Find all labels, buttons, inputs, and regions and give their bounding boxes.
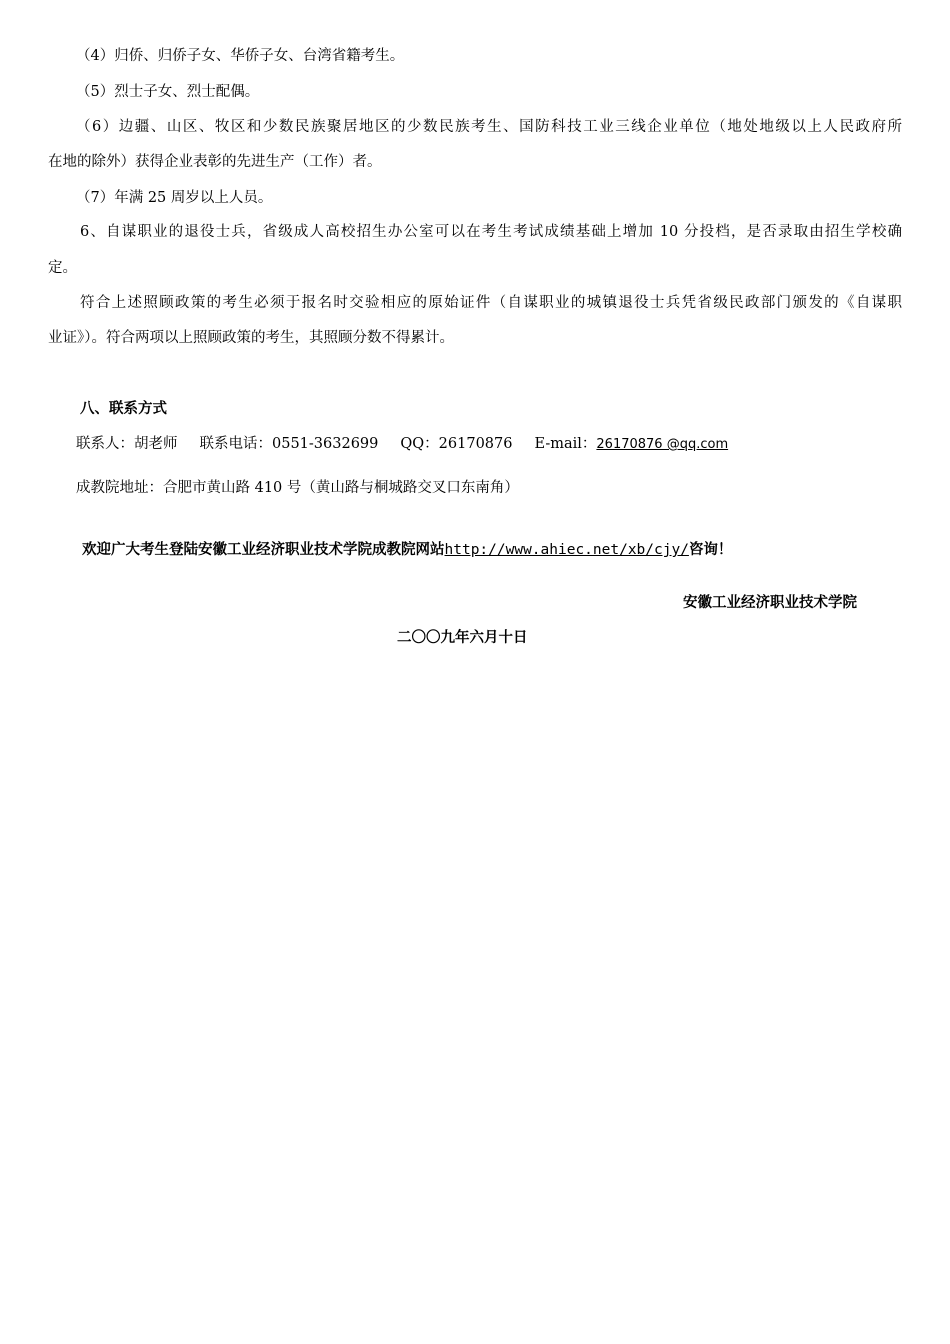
- signature-organization: 安徽工业经济职业技术学院: [683, 594, 857, 611]
- policy-item-7: （7）年满 25 周岁以上人员。: [76, 190, 273, 206]
- contact-qq: QQ：26170876: [400, 436, 513, 452]
- welcome-prefix: 欢迎广大考生登陆安徽工业经济职业技术学院成教院网站: [82, 541, 445, 558]
- signature-date: 二〇〇九年六月十日: [397, 629, 528, 646]
- contact-person: 联系人：胡老师: [76, 436, 178, 452]
- contact-address: 成教院地址：合肥市黄山路 410 号（黄山路与桐城路交叉口东南角）: [76, 480, 519, 496]
- note-line-1: 符合上述照顾政策的考生必须于报名时交验相应的原始证件（自谋职业的城镇退役士兵凭省级民政部门颁发的《自谋职: [80, 295, 902, 311]
- contact-heading: 八、联系方式: [80, 400, 167, 417]
- policy-item-6-line-1: （6）边疆、山区、牧区和少数民族聚居地区的少数民族考生、国防科技工业三线企业单位（地处地级以上人民政府所: [76, 119, 902, 135]
- note-line-2: 业证》）。符合两项以上照顾政策的考生，其照顾分数不得累计。: [48, 330, 454, 346]
- contact-info-row: [76, 434, 728, 455]
- policy-item-4: （4）归侨、归侨子女、华侨子女、台湾省籍考生。: [76, 48, 405, 64]
- website-link[interactable]: http://www.ahiec.net/xb/cjy/: [444, 542, 689, 558]
- contact-phone: 联系电话：0551-3632699: [199, 436, 379, 452]
- policy-item-6-line-2: 在地的除外）获得企业表彰的先进生产（工作）者。: [48, 154, 382, 170]
- welcome-line: [82, 540, 732, 560]
- contact-email-link[interactable]: 26170876 @qq.com: [596, 437, 729, 452]
- policy-item-5: （5）烈士子女、烈士配偶。: [76, 84, 260, 100]
- rule-6-line-2: 定。: [48, 260, 77, 276]
- contact-email-label: E-mail：: [534, 436, 597, 452]
- rule-6-line-1: 6、自谋职业的退役士兵，省级成人高校招生办公室可以在考生考试成绩基础上增加 10 分投档，是否录取由招生学校确: [80, 224, 902, 240]
- welcome-suffix: 咨询！: [688, 541, 733, 558]
